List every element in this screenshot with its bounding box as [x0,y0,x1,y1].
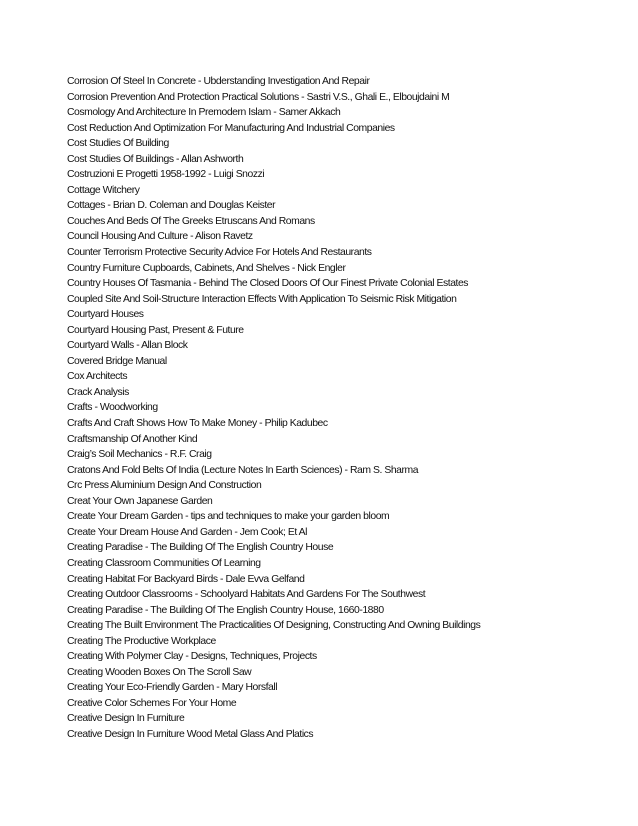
book-entry: Creating With Polymer Clay - Designs, Techniques, Projects [67,651,317,663]
book-entry: Courtyard Walls - Allan Block [67,340,188,352]
book-entry: Creating Habitat For Backyard Birds - Dale Evva Gelfand [67,573,305,585]
book-entry: Cox Architects [67,371,128,383]
book-entry: Creative Color Schemes For Your Home [67,697,237,709]
book-entry: Country Houses Of Tasmania - Behind The Closed Doors Of Our Finest Private Colonial Estates [67,278,469,290]
book-entry: Country Furniture Cupboards, Cabinets, And Shelves - Nick Engler [67,262,346,274]
book-title-list [67,74,627,743]
book-entry: Cratons And Fold Belts Of India (Lecture Notes In Earth Sciences) - Ram S. Sharma [67,464,419,476]
book-entry: Cottages - Brian D. Coleman and Douglas Keister [67,200,276,212]
book-entry: Coupled Site And Soil-Structure Interaction Effects With Application To Seismic Risk Mitigation [67,293,457,305]
book-entry: Create Your Dream Garden - tips and techniques to make your garden bloom [67,511,390,523]
book-entry: Couches And Beds Of The Greeks Etruscans And Romans [67,215,315,227]
book-entry: Cottage Witchery [67,184,140,196]
book-entry: Corrosion Prevention And Protection Practical Solutions - Sastri V.S., Ghali E., Elboujdaini M [67,91,450,103]
book-entry: Crafts And Craft Shows How To Make Money - Philip Kadubec [67,418,328,430]
book-entry: Corrosion Of Steel In Concrete - Ubderstanding Investigation And Repair [67,76,370,87]
book-entry: Creat Your Own Japanese Garden [67,495,213,507]
book-entry: Creating Paradise - The Building Of The English Country House, 1660-1880 [67,604,384,616]
book-entry: Creative Design In Furniture Wood Metal Glass And Platics [67,728,314,740]
book-entry: Covered Bridge Manual [67,355,167,367]
book-entry: Cost Studies Of Building [67,138,169,150]
book-entry: Cosmology And Architecture In Premodern Islam - Samer Akkach [67,107,341,119]
book-entry: Creating The Built Environment The Practicalities Of Designing, Constructing And Owning Buildings [67,620,481,632]
book-entry: Courtyard Houses [67,309,144,321]
book-entry: Creating Classroom Communities Of Learning [67,557,261,569]
book-entry: Creative Design In Furniture [67,713,185,725]
book-entry: Create Your Dream House And Garden - Jem Cook; Et Al [67,526,307,538]
book-entry: Cost Reduction And Optimization For Manufacturing And Industrial Companies [67,122,395,134]
book-entry: Crc Press Aluminium Design And Construction [67,480,262,492]
book-entry: Cost Studies Of Buildings - Allan Ashworth [67,153,244,165]
book-entry: Counter Terrorism Protective Security Advice For Hotels And Restaurants [67,247,372,259]
book-entry: Creating Your Eco-Friendly Garden - Mary Horsfall [67,682,278,694]
book-entry: Creating Paradise - The Building Of The English Country House [67,542,334,554]
book-entry: Crafts - Woodworking [67,402,158,414]
book-entry: Creating Outdoor Classrooms - Schoolyard Habitats And Gardens For The Southwest [67,589,426,601]
book-entry: Council Housing And Culture - Alison Ravetz [67,231,253,243]
book-entry: Creating The Productive Workplace [67,635,216,647]
book-entry: Craig’s Soil Mechanics - R.F. Craig [67,449,212,461]
book-entry: Costruzioni E Progetti 1958-1992 - Luigi Snozzi [67,169,265,181]
book-entry: Courtyard Housing Past, Present & Future [67,324,244,336]
book-entry: Craftsmanship Of Another Kind [67,433,198,445]
book-entry: Crack Analysis [67,386,129,398]
book-entry: Creating Wooden Boxes On The Scroll Saw [67,666,252,678]
